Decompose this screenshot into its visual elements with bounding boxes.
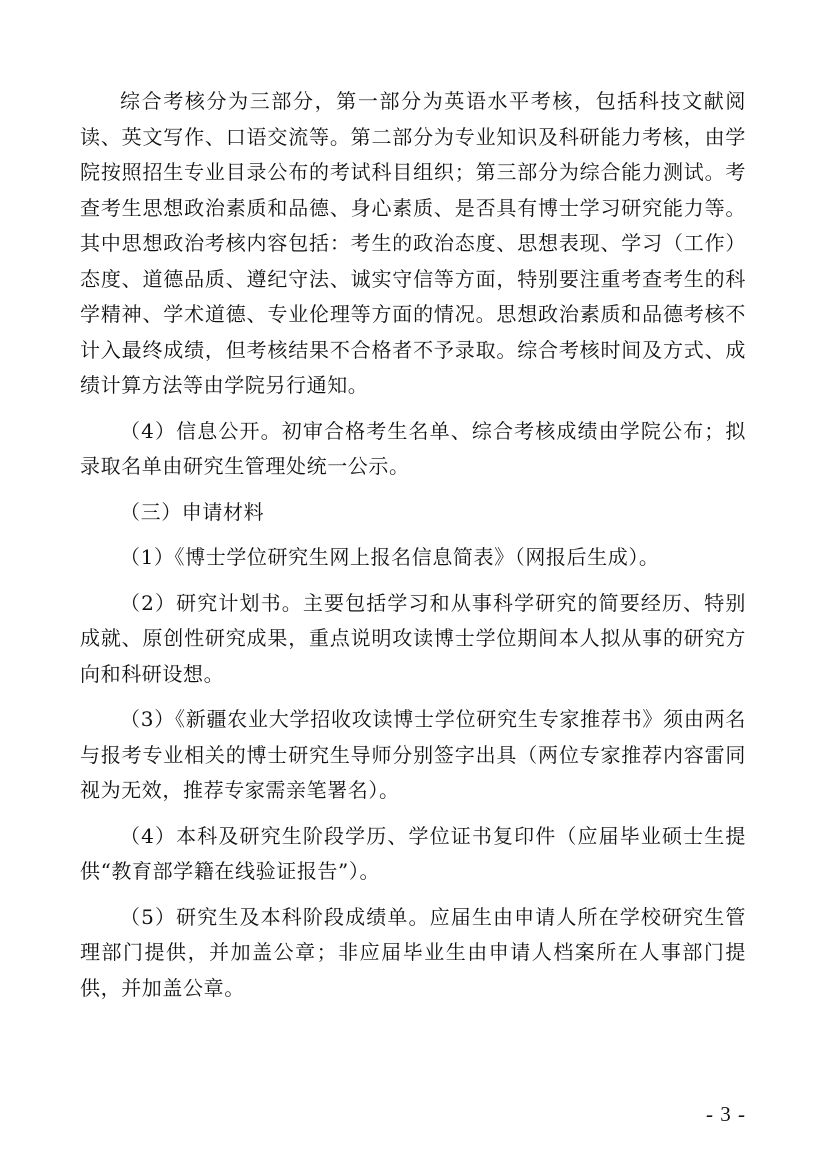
paragraph-information-disclosure: （4）信息公开。初审合格考生名单、综合考核成绩由学院公布；拟录取名单由研究生管理处统一公示。 [80,418,746,478]
page-number: - 3 - [706,1102,746,1126]
list-item-expert-recommendation: （3）《新疆农业大学招收攻读博士学位研究生专家推荐书》须由两名与报考专业相关的博士研究生导师分别签字出具（两位专家推荐内容雷同视为无效，推荐专家需亲笔署名）。 [80,707,746,802]
list-item-research-plan: （2）研究计划书。主要包括学习和从事科学研究的简要经历、特别成就、原创性研究成果，重点说明攻读博士学位期间本人拟从事的研究方向和科研设想。 [80,590,746,686]
list-item-registration-form: （1）《博士学位研究生网上报名信息简表》（网报后生成）。 [120,545,660,569]
section-heading-application-materials: （三）申请材料 [120,499,265,524]
list-item-degree-certificates: （4）本科及研究生阶段学历、学位证书复印件（应届毕业硕士生提供“教育部学籍在线验证报告”）。 [80,823,746,883]
document-body [80,84,746,1016]
paragraph-comprehensive-assessment: 综合考核分为三部分，第一部分为英语水平考核，包括科技文献阅读、英文写作、口语交流等。第二部分为专业知识及科研能力考核，由学院按照招生专业目录公布的考试科目组织；第三部分为综合能力测试。考查考生思想政治素质和品德、身心素质、是否具有博士学习研究能力等。其中思想政治考核内容包括：考生的政治态度、思想表现、学习（工作）态度、道德品质、遵纪守法、诚实守信等方面，特别要注重考查考生的科学精神、学术道德、专业伦理等方面的情况。思想政治素质和品德考核不计入最终成绩，但考核结果不合格者不予录取。综合考核时间及方式、成绩计算方法等由学院另行通知。 [80,89,746,397]
list-item-transcripts: （5）研究生及本科阶段成绩单。应届生由申请人所在学校研究生管理部门提供，并加盖公章；非应届毕业生由申请人档案所在人事部门提供，并加盖公章。 [80,904,746,1000]
